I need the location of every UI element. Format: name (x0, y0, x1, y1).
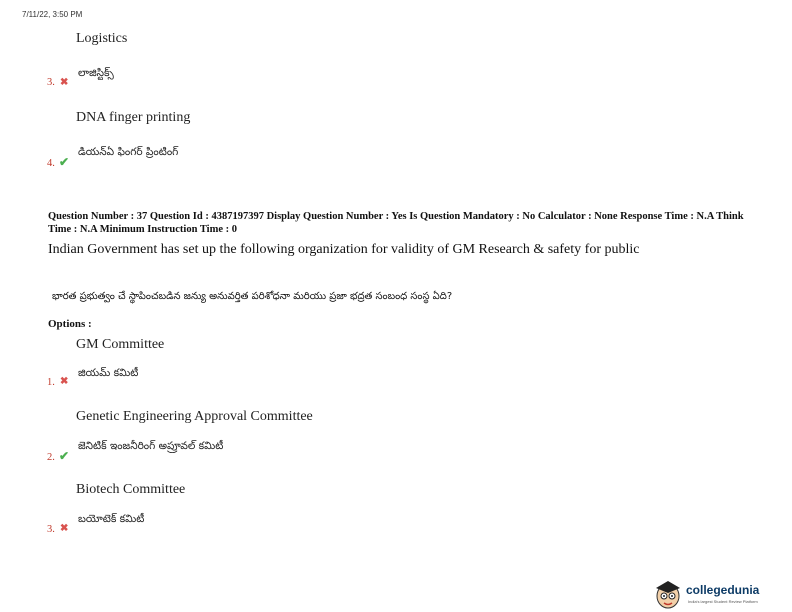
logo-wordmark: collegedunia (686, 583, 760, 597)
prev-option-3-telugu: లాజిస్టిక్స్ (78, 67, 114, 79)
logo-tagline: India's largest Student Review Platform (688, 599, 758, 604)
mascot-icon (652, 578, 684, 610)
prev-option-3-number: 3. (47, 77, 55, 88)
cross-icon: ✖ (60, 77, 69, 88)
option-2-telugu: జెనిటిక్ ఇంజనీరింగ్ అప్రూవల్ కమిటీ (78, 440, 224, 452)
cross-icon: ✖ (60, 523, 69, 534)
prev-option-4-telugu: డియన్ఏ ఫింగర్ ప్రింటింగ్ (78, 146, 179, 158)
prev-option-4-number: 4. (47, 158, 55, 169)
print-timestamp: 7/11/22, 3:50 PM (22, 10, 83, 19)
option-2-number: 2. (47, 452, 55, 463)
options-heading: Options : (48, 318, 92, 330)
check-icon: ✔ (59, 155, 70, 169)
prev-option-4-text: DNA finger printing (76, 110, 191, 125)
question-text-telugu: భారత ప్రభుత్వం చే స్థాపించబడిన జన్యు అనువర్తిత పరిశోధనా మరియు ప్రజా భద్రత సంబంధ సంస్థ ఏది? (52, 291, 453, 302)
cross-icon: ✖ (60, 376, 69, 387)
prev-option-3-text: Logistics (76, 31, 128, 46)
check-icon: ✔ (59, 449, 70, 463)
question-text: Indian Government has set up the following organization for validity of GM Research & safety for public (48, 242, 640, 257)
option-2-text: Genetic Engineering Approval Committee (76, 409, 313, 424)
option-3-number: 3. (47, 524, 55, 535)
option-1-number: 1. (47, 377, 55, 388)
option-3-telugu: బయోటెక్ కమిటీ (78, 513, 145, 525)
question-metadata: Question Number : 37 Question Id : 4387197397 Display Question Number : Yes Is Question Mandatory : No Calculator : None Response Time : N.A Think Time : N.A Minimum Instruction Time : 0 (48, 211, 744, 235)
option-1-telugu: జియమ్ కమిటీ (78, 367, 139, 379)
option-3-text: Biotech Committee (76, 482, 186, 497)
collegedunia-logo (652, 578, 792, 612)
option-1-text: GM Committee (76, 337, 165, 352)
